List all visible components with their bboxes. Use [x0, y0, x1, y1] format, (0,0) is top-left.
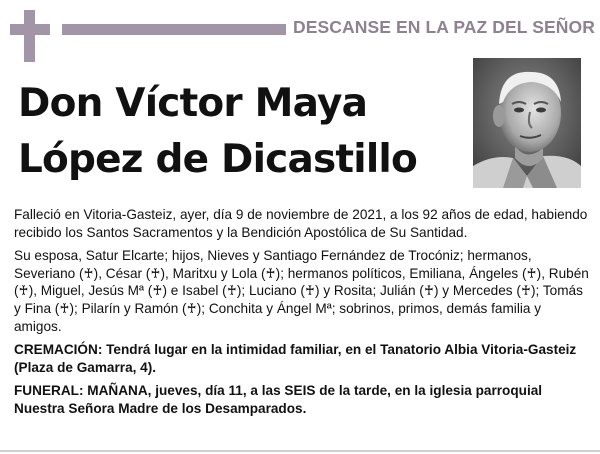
deceased-name-line2: López de Dicastillo: [18, 137, 417, 182]
portrait-photo: [473, 58, 581, 188]
deceased-name-line1: Don Víctor Maya: [18, 81, 368, 126]
funeral-paragraph: FUNERAL: MAÑANA, jueves, día 11, a las SEIS de la tarde, en la iglesia parroquial Nuestra Señora Madre de los Desamparados.: [14, 383, 543, 416]
cremation-paragraph: CREMACIÓN: Tendrá lugar en la intimidad familiar, en el Tanatorio Albia Vitoria-Gasteiz (Plaza de Gamarra, 4).: [14, 342, 577, 375]
death-notice-paragraph: Falleció en Vitoria-Gasteiz, ayer, día 9 de noviembre de 2021, a los 92 años de edad, habiendo recibido los Santos Sacramentos y la Bendición Apostólica de Su Santidad.: [14, 207, 588, 240]
family-paragraph: Su esposa, Satur Elcarte; hijos, Nieves y Santiago Fernández de Trocóniz; hermanos, Severiano (♰), César (♰), Maritxu y Lola (♰); hermanos políticos, Emiliana, Ángeles (♰), Rubén (♰), Miguel, Jesús Mª (♰) e Isabel (♰); Luciano (♰) y Rosita; Julián (♰) y Mercedes (♰); Tomás y Fina (♰); Pilarín y Ramón (♰); Conchita y Ángel Mª; sobrinos, primos, demás familia y amigos.: [14, 248, 589, 334]
cross-icon: [10, 10, 50, 62]
obituary-body: [14, 206, 589, 424]
header-divider-bar: [62, 24, 286, 35]
portrait-illustration: [473, 58, 581, 188]
header-title: DESCANSE EN LA PAZ DEL SEÑOR: [293, 17, 595, 37]
bottom-divider: [0, 450, 600, 452]
